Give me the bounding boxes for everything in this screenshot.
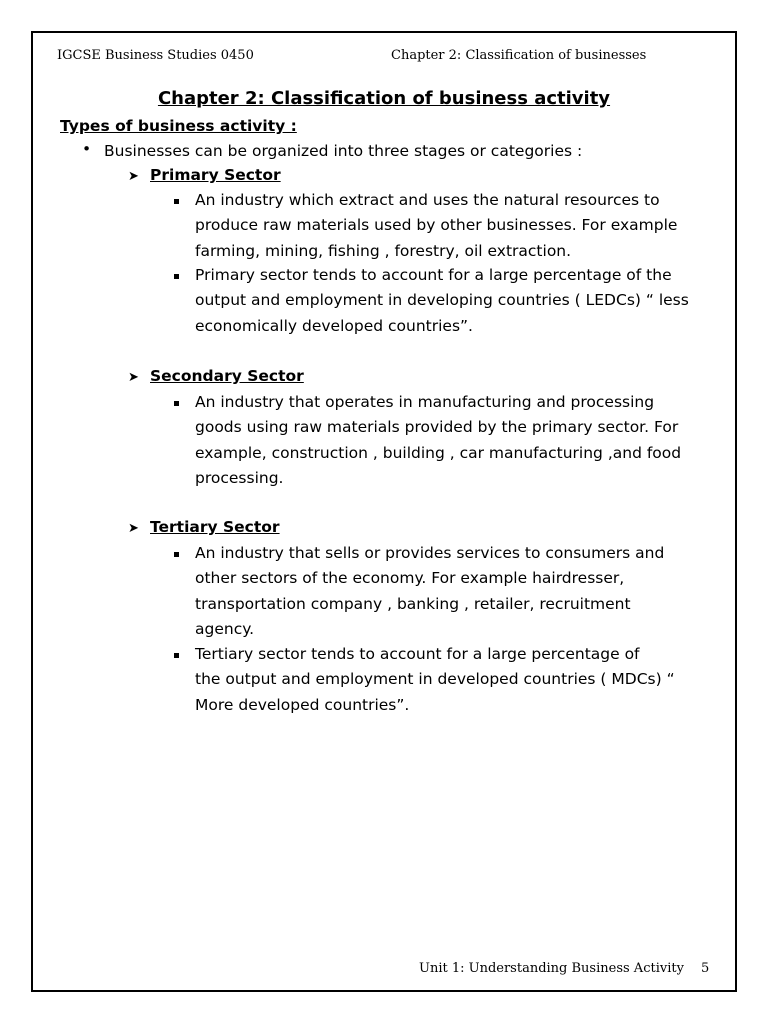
page-number: 5 [701,961,710,976]
text-line: processing. [195,469,284,488]
text-line: other sectors of the economy. For example hairdresser, [195,569,625,588]
text-line: An industry that sells or provides services to consumers and [195,544,665,562]
text-line: economically developed countries”. [195,316,473,335]
square-bullet-icon [174,199,179,204]
primary-sector-heading: Primary Sector [150,166,281,184]
secondary-sector-heading: Secondary Sector [150,367,304,385]
bullet-dot-icon: • [82,140,92,158]
text-line: An industry that operates in manufacturing and processing [195,393,655,411]
tertiary-sector-heading: Tertiary Sector [150,518,280,536]
square-bullet-icon [174,552,179,557]
tertiary-point-2 [195,642,675,718]
text-line: Primary sector tends to account for a large percentage of the [195,266,672,284]
text-line: example, construction , building , car manufacturing ,and food [195,443,682,462]
arrow-bullet-icon: ➤ [128,521,139,536]
secondary-point-1 [195,390,681,492]
text-line: goods using raw materials provided by the primary sector. For [195,418,679,437]
square-bullet-icon [174,274,179,279]
intro-text: Businesses can be organized into three stages or categories : [104,142,583,160]
header-chapter: Chapter 2: Classification of businesses [391,48,647,63]
primary-point-1 [195,188,677,264]
footer-unit: Unit 1: Understanding Business Activity [419,961,684,976]
text-line: output and employment in developing countries ( LEDCs) “ less [195,291,689,310]
square-bullet-icon [174,653,179,658]
page-title: Chapter 2: Classification of business activity [157,88,611,109]
section-heading: Types of business activity : [60,117,297,135]
square-bullet-icon [174,401,179,406]
text-line: Tertiary sector tends to account for a large percentage of [195,645,640,663]
header-course: IGCSE Business Studies 0450 [57,48,254,63]
tertiary-point-1 [195,541,664,643]
text-line: farming, mining, fishing , forestry, oil extraction. [195,241,572,260]
text-line: More developed countries”. [195,695,410,714]
text-line: An industry which extract and uses the natural resources to [195,191,660,209]
text-line: agency. [195,620,255,639]
text-line: transportation company , banking , retailer, recruitment [195,594,631,613]
arrow-bullet-icon: ➤ [128,370,139,385]
text-line: the output and employment in developed countries ( MDCs) “ [195,670,675,689]
primary-point-2 [195,263,689,339]
arrow-bullet-icon: ➤ [128,169,139,184]
text-line: produce raw materials used by other businesses. For example [195,216,678,235]
